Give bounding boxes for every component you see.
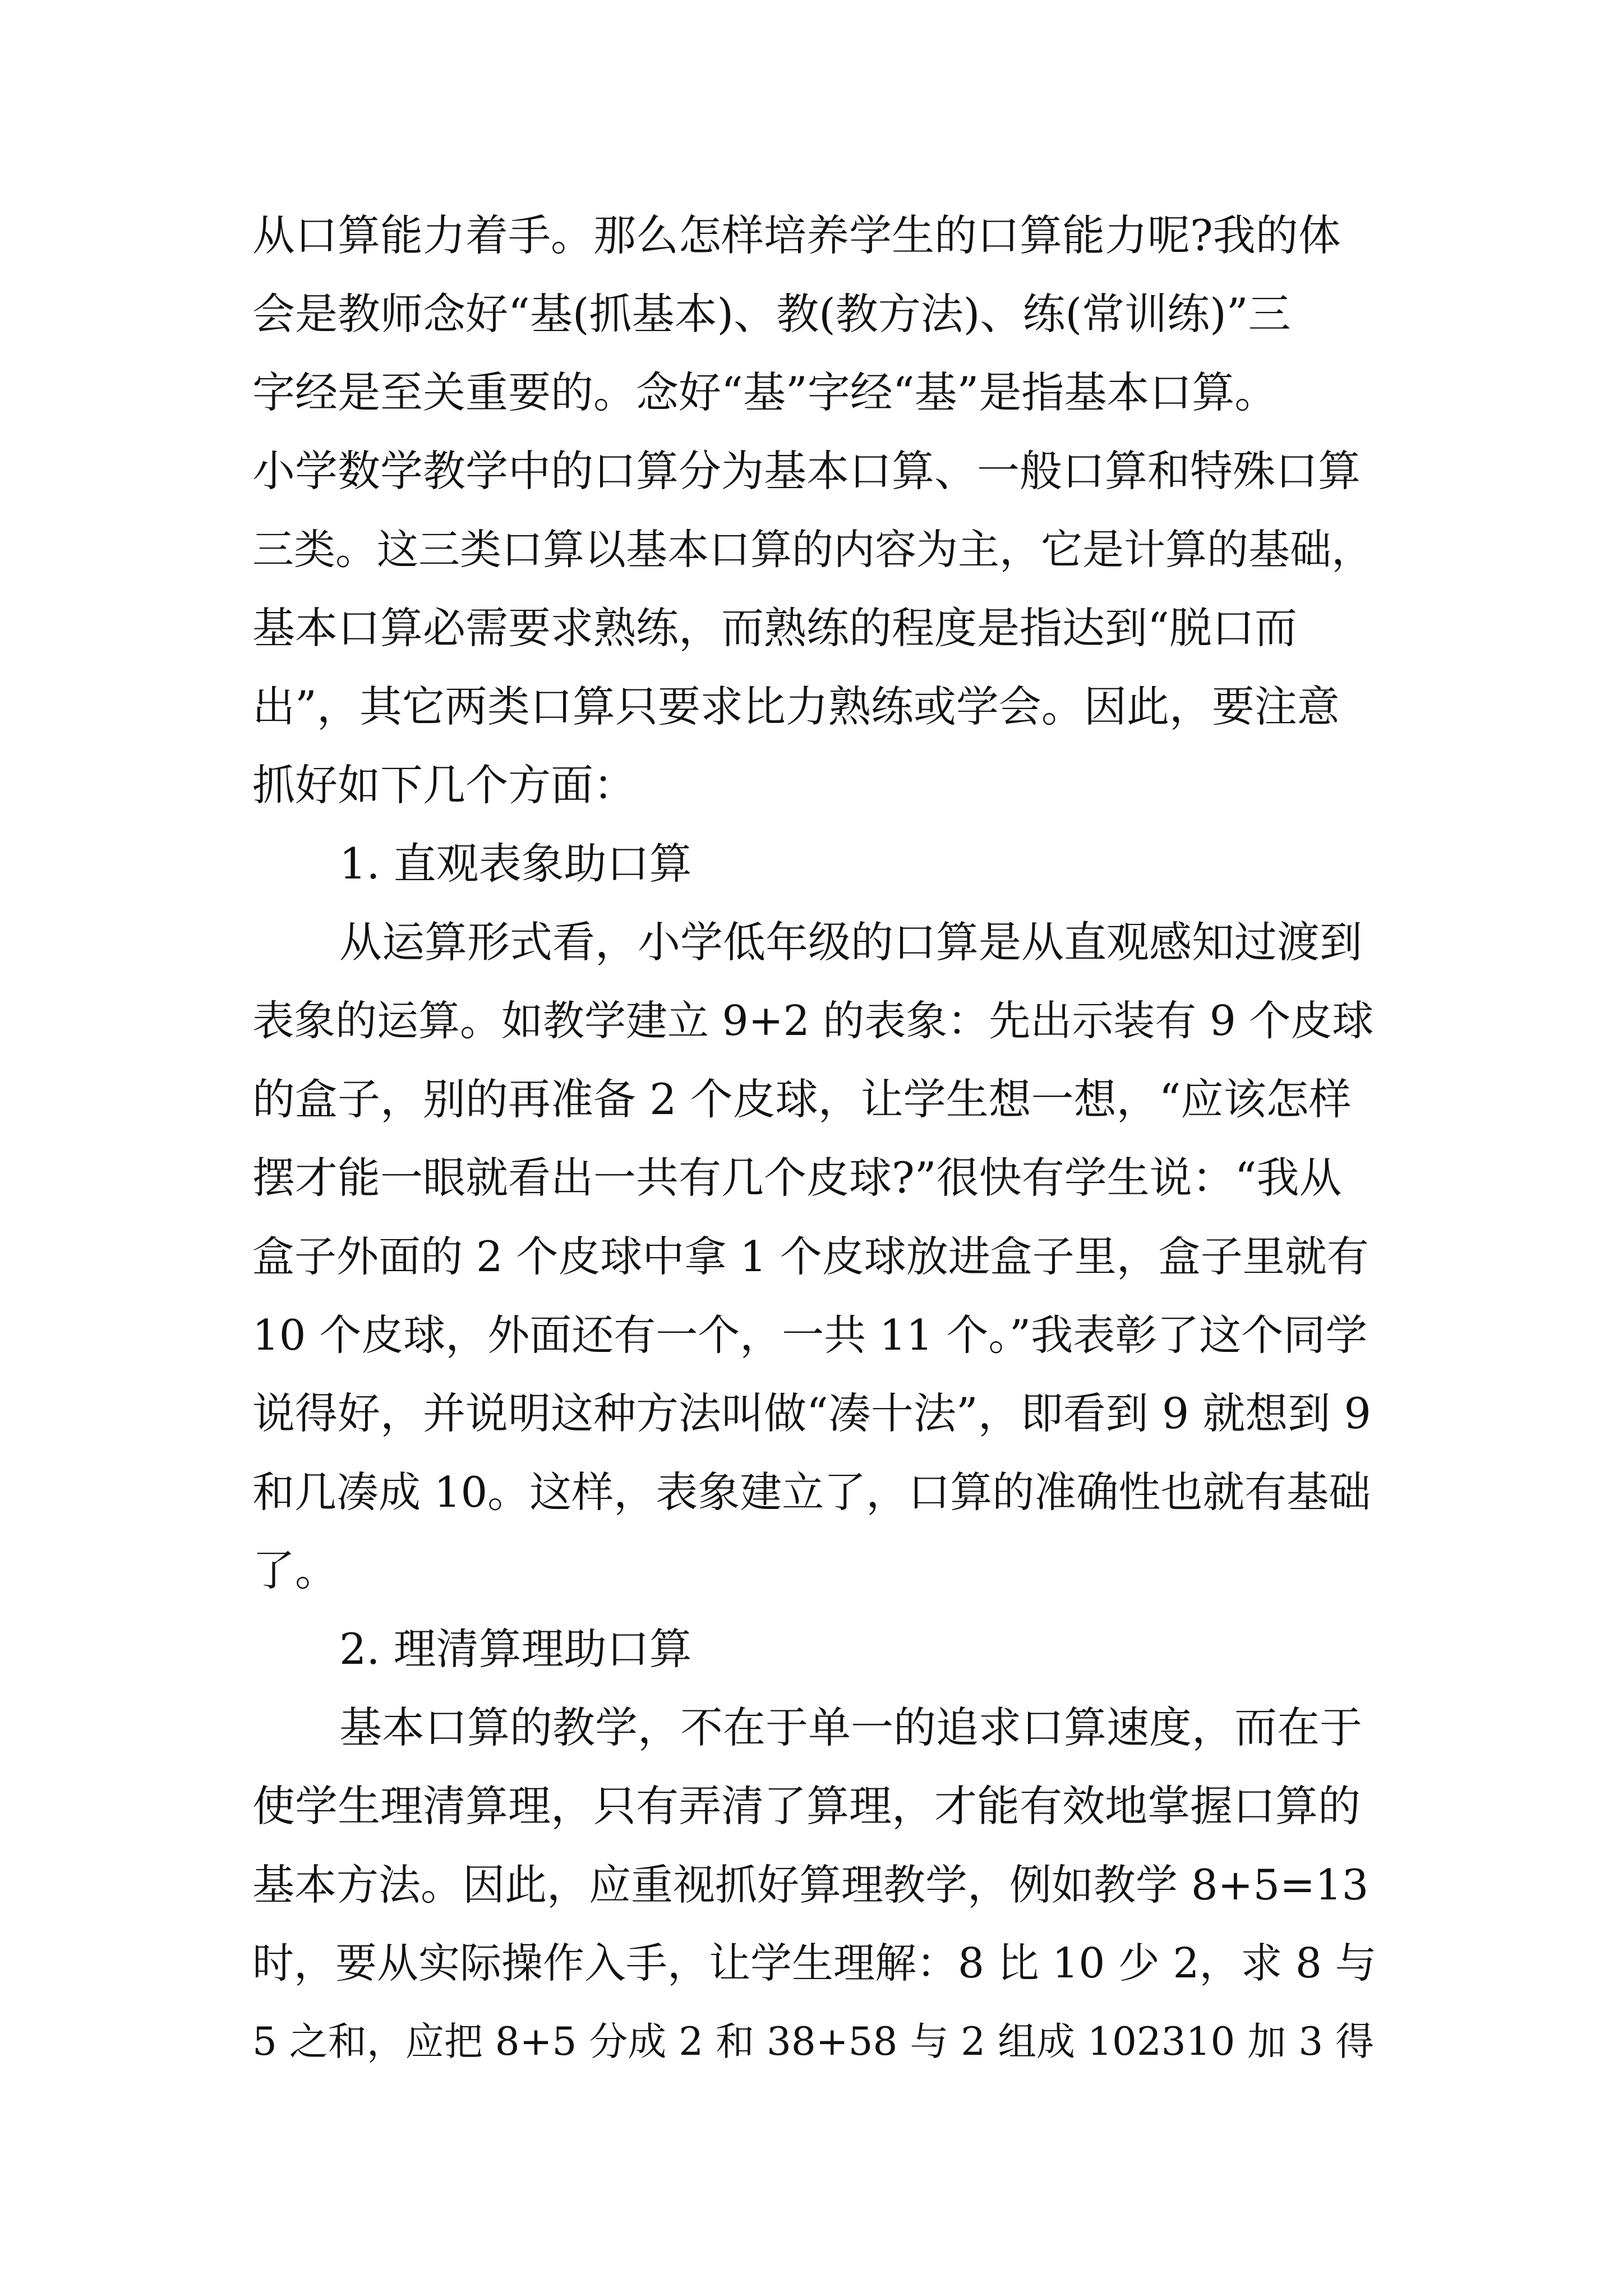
text-line: 2. 理清算理助口算 (339, 1624, 692, 1674)
text-line: 时，要从实际操作入手，让学生理解：8 比 10 少 2，求 8 与 (252, 1939, 1377, 1987)
text-line: 说得好，并说明这种方法叫做“凑十法”，即看到 9 就想到 9 (252, 1388, 1371, 1438)
document-body (252, 196, 1380, 2081)
text-line: 表象的运算。如教学建立 9+2 的表象：先出示装有 9 个皮球 (252, 997, 1374, 1045)
text-line: 和几凑成 10。这样，表象建立了，口算的准确性也就有基础 (252, 1467, 1371, 1517)
text-line: 5 之和，应把 8+5 分成 2 和 38+58 与 2 组成 102310 加 3 得 (252, 2019, 1375, 2064)
text-line: 10 个皮球，外面还有一个，一共 11 个。”我表彰了这个同学 (252, 1310, 1368, 1360)
text-line: 了。 (252, 1545, 338, 1595)
text-line: 1. 直观表象助口算 (339, 839, 692, 889)
text-line: 三类。这三类口算以基本口算的内容为主，它是计算的基础， (252, 526, 1373, 574)
text-line: 小学数学教学中的口算分为基本口算、一般口算和特殊口算 (252, 446, 1361, 496)
text-line: 从运算形式看，小学低年级的口算是从直观感知过渡到 (339, 917, 1362, 967)
text-line: 基本方法。因此，应重视抓好算理教学，例如教学 8+5=13 (252, 1860, 1369, 1910)
text-line: 盒子外面的 2 个皮球中拿 1 个皮球放进盒子里，盒子里就有 (252, 1232, 1369, 1281)
text-line: 会是教师念好“基(抓基本)、教(教方法)、练(常训练)”三 (252, 289, 1291, 339)
text-line: 出”，其它两类口算只要求比力熟练或学会。因此，要注意 (252, 682, 1340, 731)
text-line: 摆才能一眼就看出一共有几个皮球?”很快有学生说：“我从 (252, 1153, 1342, 1203)
text-line: 使学生理清算理，只有弄清了算理，才能有效地掌握口算的 (252, 1781, 1361, 1831)
text-line: 字经是至关重要的。念好“基”字经“基”是指基本口算。 (252, 367, 1278, 417)
text-line: 基本口算必需要求熟练，而熟练的程度是指达到“脱口而 (252, 603, 1297, 653)
text-line: 基本口算的教学，不在于单一的追求口算速度，而在于 (339, 1703, 1362, 1752)
text-line: 抓好如下几个方面： (252, 760, 636, 810)
text-line: 的盒子，别的再准备 2 个皮球，让学生想一想，“应该怎样 (252, 1074, 1352, 1124)
text-line: 从口算能力着手。那么怎样培养学生的口算能力呢?我的体 (252, 210, 1341, 260)
